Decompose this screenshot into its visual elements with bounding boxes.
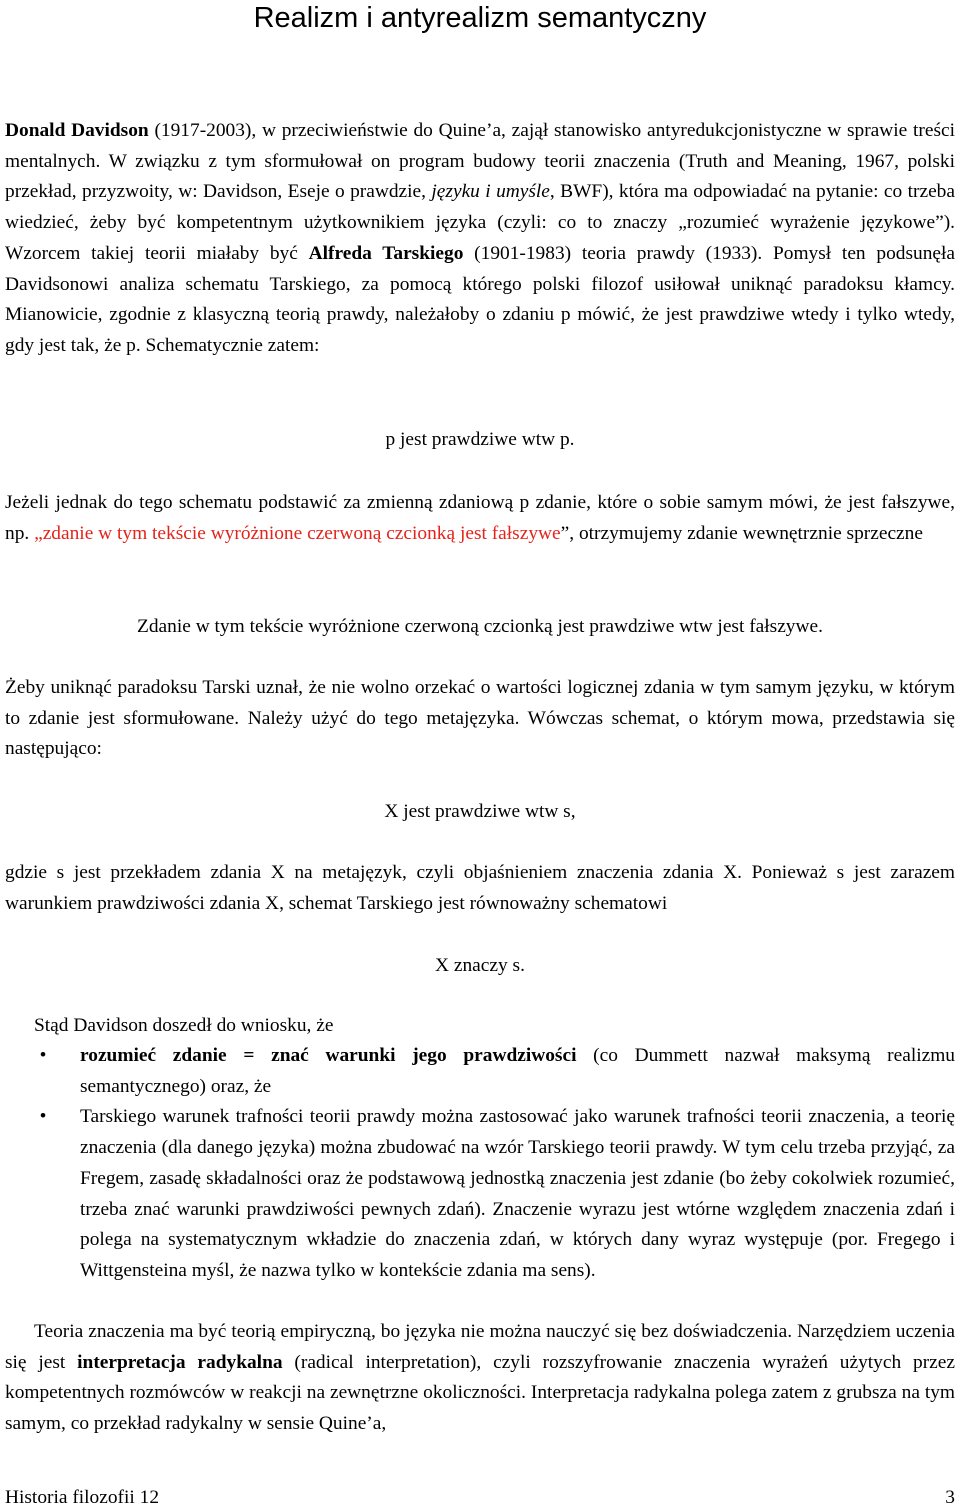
formula-contradiction: Zdanie w tym tekście wyróżnione czerwoną czcionką jest prawdziwe wtw jest fałszywe. <box>137 616 823 637</box>
bullet-item-2 <box>0 1102 960 1286</box>
formula-meaning-schema: X znaczy s. <box>435 955 525 976</box>
liar-text-a: Jeżeli jednak do tego schematu podstawić za zmienną zdaniową p zdanie, które o sobie samym mówi, że jest fałszywe, np. <box>5 492 955 544</box>
radical-bold: interpretacja radykalna <box>77 1351 283 1373</box>
bullet-2-text: Tarskiego warunek trafności teorii prawdy można zastosować jako warunek trafności teorii znaczenia, a teorię znaczenia (dla danego języka) można zbudować na wzór Tarskiego teorii prawdy. W tym celu trzeba przyjąć, za Fregem, zasadę składalności oraz że podstawową jednostką znaczenia jest zdanie (bo żeby cokolwiek rozumieć, trzeba znać warunki prawdziwości pewnych zdań). Znaczenie wyrazu jest wtórne względem znaczenia zdań i polega na systematycznym wkładzie do znaczenia zdań, w których dany wyraz występuje (por. Fregego i Wittgensteina myśl, że nazwa tylko w kontekście zdania ma sens). <box>80 1106 955 1281</box>
paragraph-liar-paradox <box>5 488 955 549</box>
paragraph-davidson-intro <box>5 116 955 362</box>
intro-text-a: (1917-2003), w przeciwieństwie do Quine’a, zajął stanowisko antyredukcjonistyczne w sprawie treści mentalnych. W związku z tym sformułował on program budowy teorii znaczenia (Truth and Meaning, 1967, polski przekład, przyzwoity, w: Davidson, Eseje o prawdzie, <box>5 120 955 203</box>
radical-text-a: Teoria znaczenia ma być teorią empiryczną, bo języka nie można nauczyć się bez doświadczenia. Narzędziem uczenia się jest <box>5 1321 955 1373</box>
red-sentence: „zdanie w tym tekście wyróżnione czerwoną czcionką jest fałszywe <box>34 522 561 544</box>
formula-truth-schema: p jest prawdziwe wtw p. <box>385 429 575 450</box>
bullet-1-bold: rozumieć zdanie = znać warunki jego prawdziwości <box>80 1045 577 1066</box>
name-alfred-tarski: Alfreda Tarskiego <box>308 242 464 264</box>
paragraph-metalanguage: Żeby uniknąć paradoksu Tarski uznał, że nie wolno orzekać o wartości logicznej zdania w tym samym języku, w którym to zdanie jest sformułowane. Należy użyć do tego metajęzyka. Wówczas schemat, o którym mowa, przedstawia się następująco: <box>5 677 955 760</box>
radical-text-b: (radical interpretation), czyli rozszyfrowanie znaczenia wyrażeń użytych przez kompetentnych rozmówców w reakcji na zewnętrzne okoliczności. Interpretacja radykalna polega zatem z grubsza na tym samym, co przekład radykalny w sensie Quine’a, <box>5 1351 955 1435</box>
intro-italic-title: języku i umyśle <box>431 181 550 203</box>
intro-text-d: (1901-1983) teoria prawdy (1933). Pomysł ten podsunęła Davidsonowi analiza schematu Tarskiego, za pomocą którego polski filozof usiłował uniknąć paradoksu kłamcy. Mianowicie, zgodnie z klasyczną teorią prawdy, należałoby o zdaniu p mówić, że jest prawdziwe wtedy i tylko wtedy, gdy jest tak, że p. Schematycznie zatem: <box>5 242 956 356</box>
name-donald-davidson: Donald Davidson <box>5 120 149 141</box>
footer-title: Historia filozofii 12 <box>5 1487 160 1508</box>
page-title: Realizm i antyrealizm semantyczny <box>253 2 707 34</box>
page-number: 3 <box>945 1487 955 1508</box>
paragraph-conclusion-intro: Stąd Davidson doszedł do wniosku, że <box>34 1015 334 1036</box>
liar-text-b: ”, otrzymujemy zdanie wewnętrznie sprzeczne <box>560 522 923 544</box>
bullet-dot-icon: • <box>39 1106 47 1128</box>
paragraph-translation: gdzie s jest przekładem zdania X na metajęzyk, czyli objaśnieniem znaczenia zdania X. Ponieważ s jest zarazem warunkiem prawdziwości zdania X, schemat Tarskiego jest równoważny schematowi <box>5 862 955 914</box>
bullet-list <box>0 1041 960 1287</box>
formula-metalanguage-schema: X jest prawdziwe wtw s, <box>384 801 576 822</box>
intro-text-c: Wzorcem takiej teorii miałaby być <box>5 242 309 264</box>
bullet-item-1 <box>0 1041 960 1102</box>
paragraph-radical-interpretation <box>5 1317 955 1440</box>
intro-text-b: , BWF), która ma odpowiadać na pytanie: co trzeba wiedzieć, żeby być kompetentnym użytkownikiem języka (czyli: co to znaczy „rozumieć wyrażenie językowe”). <box>5 181 955 234</box>
bullet-dot-icon: • <box>39 1045 47 1066</box>
bullet-1-text: (co Dummett nazwał maksymą realizmu semantycznego) oraz, że <box>80 1045 955 1097</box>
